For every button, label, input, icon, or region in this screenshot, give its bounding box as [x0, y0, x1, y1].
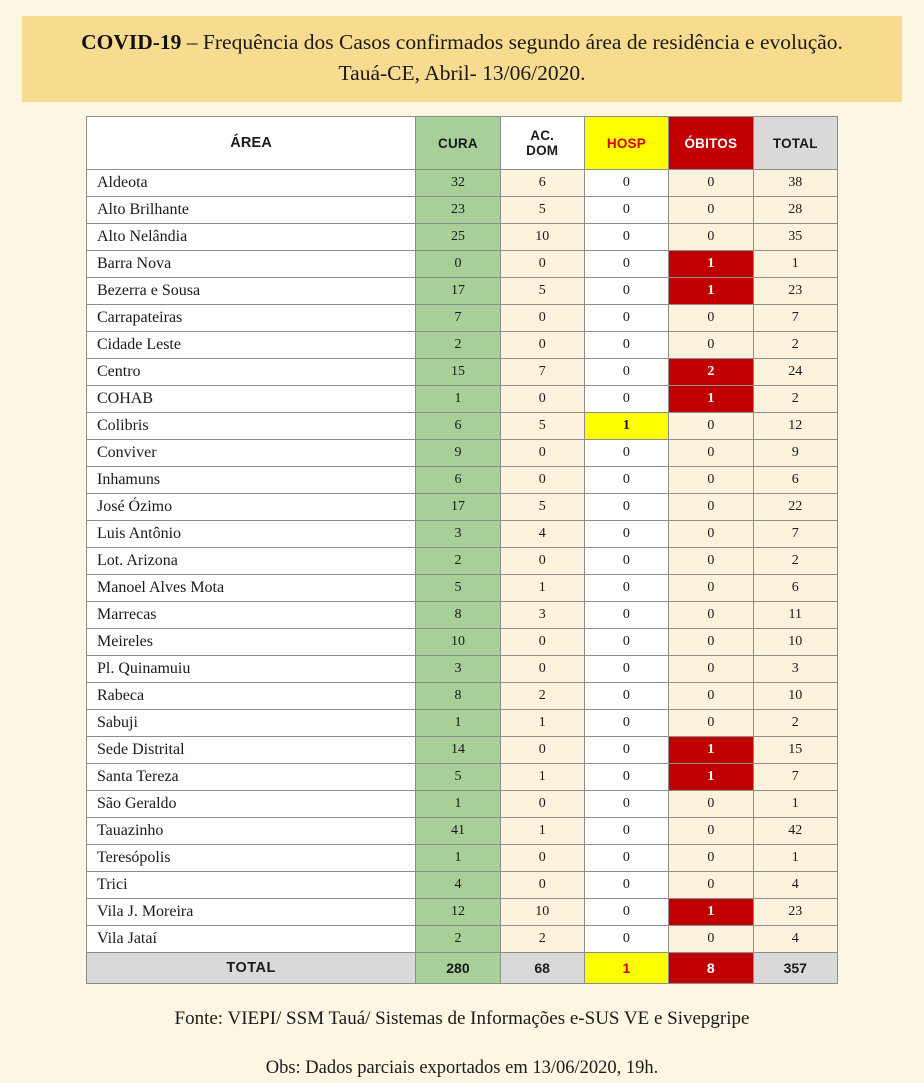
row-area: Carrapateiras: [87, 305, 416, 332]
table-row: [87, 602, 838, 629]
row-cura: 1: [416, 791, 500, 818]
row-acdom: 0: [500, 548, 584, 575]
row-area: Trici: [87, 872, 416, 899]
table-row: [87, 818, 838, 845]
row-total: 23: [753, 278, 837, 305]
table-footer: [87, 953, 838, 984]
row-area: Sede Distrital: [87, 737, 416, 764]
row-area: Meireles: [87, 629, 416, 656]
row-hosp: 0: [584, 359, 668, 386]
row-cura: 2: [416, 926, 500, 953]
row-cura: 41: [416, 818, 500, 845]
row-area: Bezerra e Sousa: [87, 278, 416, 305]
row-acdom: 1: [500, 710, 584, 737]
row-hosp: 0: [584, 872, 668, 899]
row-acdom: 5: [500, 413, 584, 440]
covid-label: COVID-19: [81, 30, 182, 54]
column-header-acdom: [500, 117, 584, 170]
table-row: [87, 170, 838, 197]
obs-note: Obs: Dados parciais exportados em 13/06/2020, 19h.: [265, 1057, 659, 1078]
row-hosp: 0: [584, 251, 668, 278]
row-acdom: 5: [500, 494, 584, 521]
row-cura: 3: [416, 521, 500, 548]
row-cura: 9: [416, 440, 500, 467]
row-area: Inhamuns: [87, 467, 416, 494]
table-row: [87, 278, 838, 305]
row-total: 2: [753, 710, 837, 737]
total-cura: 280: [416, 953, 500, 984]
row-acdom: 0: [500, 305, 584, 332]
row-total: 1: [753, 251, 837, 278]
row-obitos: 0: [669, 818, 754, 845]
row-total: 4: [753, 926, 837, 953]
row-acdom: 7: [500, 359, 584, 386]
row-total: 4: [753, 872, 837, 899]
row-acdom: 0: [500, 629, 584, 656]
row-cura: 2: [416, 332, 500, 359]
row-cura: 7: [416, 305, 500, 332]
row-total: 1: [753, 845, 837, 872]
row-acdom: 1: [500, 575, 584, 602]
row-area: Sabuji: [87, 710, 416, 737]
row-acdom: 3: [500, 602, 584, 629]
row-obitos: 0: [669, 332, 754, 359]
footnotes: [22, 1008, 902, 1079]
row-obitos: 0: [669, 845, 754, 872]
row-obitos: 0: [669, 683, 754, 710]
table-row: [87, 899, 838, 926]
table-total-row: [87, 953, 838, 984]
row-hosp: 0: [584, 926, 668, 953]
table-row: [87, 413, 838, 440]
total-total: 357: [753, 953, 837, 984]
row-cura: 3: [416, 656, 500, 683]
row-obitos: 0: [669, 710, 754, 737]
table-header: [87, 117, 838, 170]
row-obitos: 0: [669, 440, 754, 467]
table-row: [87, 332, 838, 359]
title-line-1: [40, 28, 884, 57]
table-header-row: [87, 117, 838, 170]
row-obitos: 1: [669, 278, 754, 305]
row-area: Tauazinho: [87, 818, 416, 845]
row-acdom: 1: [500, 764, 584, 791]
column-header-hosp: HOSP: [584, 117, 668, 170]
row-area: Manoel Alves Mota: [87, 575, 416, 602]
row-area: José Ózimo: [87, 494, 416, 521]
row-total: 11: [753, 602, 837, 629]
table-row: [87, 521, 838, 548]
row-area: Santa Tereza: [87, 764, 416, 791]
row-total: 22: [753, 494, 837, 521]
row-total: 24: [753, 359, 837, 386]
column-header-acdom-line1: AC.: [530, 127, 555, 143]
row-total: 42: [753, 818, 837, 845]
row-acdom: 10: [500, 899, 584, 926]
row-acdom: 0: [500, 440, 584, 467]
row-area: COHAB: [87, 386, 416, 413]
row-obitos: 0: [669, 197, 754, 224]
row-hosp: 0: [584, 548, 668, 575]
row-cura: 17: [416, 494, 500, 521]
row-obitos: 1: [669, 737, 754, 764]
row-cura: 23: [416, 197, 500, 224]
row-obitos: 1: [669, 251, 754, 278]
row-cura: 15: [416, 359, 500, 386]
source-note: Fonte: VIEPI/ SSM Tauá/ Sistemas de Informações e-SUS VE e Sivepgripe: [174, 1008, 750, 1030]
row-hosp: 0: [584, 656, 668, 683]
title-band: [22, 16, 902, 102]
row-acdom: 0: [500, 845, 584, 872]
row-total: 2: [753, 548, 837, 575]
row-acdom: 0: [500, 251, 584, 278]
row-acdom: 2: [500, 683, 584, 710]
row-obitos: 1: [669, 899, 754, 926]
row-acdom: 0: [500, 386, 584, 413]
row-hosp: 0: [584, 791, 668, 818]
row-area: Cidade Leste: [87, 332, 416, 359]
row-cura: 6: [416, 413, 500, 440]
row-hosp: 0: [584, 305, 668, 332]
row-obitos: 0: [669, 656, 754, 683]
row-total: 23: [753, 899, 837, 926]
total-row-label: TOTAL: [87, 953, 416, 984]
row-cura: 25: [416, 224, 500, 251]
row-area: Alto Brilhante: [87, 197, 416, 224]
row-area: Vila J. Moreira: [87, 899, 416, 926]
row-acdom: 0: [500, 872, 584, 899]
row-hosp: 1: [584, 413, 668, 440]
row-cura: 1: [416, 386, 500, 413]
row-acdom: 4: [500, 521, 584, 548]
row-hosp: 0: [584, 737, 668, 764]
row-acdom: 5: [500, 278, 584, 305]
row-total: 2: [753, 332, 837, 359]
row-obitos: 0: [669, 575, 754, 602]
column-header-total: TOTAL: [753, 117, 837, 170]
table-row: [87, 494, 838, 521]
row-area: Colibris: [87, 413, 416, 440]
column-header-area: ÁREA: [87, 117, 416, 170]
table-row: [87, 629, 838, 656]
cases-table: [86, 116, 838, 984]
row-hosp: 0: [584, 899, 668, 926]
row-area: Lot. Arizona: [87, 548, 416, 575]
row-cura: 1: [416, 710, 500, 737]
row-obitos: 0: [669, 791, 754, 818]
row-acdom: 0: [500, 332, 584, 359]
row-hosp: 0: [584, 602, 668, 629]
row-obitos: 0: [669, 305, 754, 332]
table-row: [87, 737, 838, 764]
column-header-obitos: ÓBITOS: [669, 117, 754, 170]
row-obitos: 0: [669, 170, 754, 197]
table-row: [87, 791, 838, 818]
row-total: 10: [753, 629, 837, 656]
row-acdom: 1: [500, 818, 584, 845]
row-area: Aldeota: [87, 170, 416, 197]
row-obitos: 2: [669, 359, 754, 386]
row-obitos: 0: [669, 413, 754, 440]
row-total: 10: [753, 683, 837, 710]
row-hosp: 0: [584, 629, 668, 656]
row-cura: 8: [416, 602, 500, 629]
row-obitos: 0: [669, 602, 754, 629]
row-acdom: 5: [500, 197, 584, 224]
row-area: Conviver: [87, 440, 416, 467]
row-cura: 32: [416, 170, 500, 197]
row-total: 12: [753, 413, 837, 440]
table-row: [87, 656, 838, 683]
row-obitos: 0: [669, 872, 754, 899]
row-cura: 12: [416, 899, 500, 926]
row-total: 28: [753, 197, 837, 224]
total-hosp: 1: [584, 953, 668, 984]
row-cura: 1: [416, 845, 500, 872]
table-row: [87, 845, 838, 872]
table-row: [87, 467, 838, 494]
row-area: Centro: [87, 359, 416, 386]
row-cura: 4: [416, 872, 500, 899]
row-total: 6: [753, 575, 837, 602]
row-acdom: 2: [500, 926, 584, 953]
row-total: 35: [753, 224, 837, 251]
row-hosp: 0: [584, 575, 668, 602]
table-row: [87, 548, 838, 575]
row-hosp: 0: [584, 386, 668, 413]
column-header-acdom-line2: DOM: [526, 143, 559, 159]
row-area: Luis Antônio: [87, 521, 416, 548]
row-obitos: 1: [669, 764, 754, 791]
table-row: [87, 575, 838, 602]
row-total: 38: [753, 170, 837, 197]
table-row: [87, 251, 838, 278]
row-total: 7: [753, 305, 837, 332]
row-obitos: 0: [669, 521, 754, 548]
row-area: Teresópolis: [87, 845, 416, 872]
row-area: Marrecas: [87, 602, 416, 629]
row-area: Alto Nelândia: [87, 224, 416, 251]
total-acdom: 68: [500, 953, 584, 984]
row-cura: 0: [416, 251, 500, 278]
row-acdom: 0: [500, 791, 584, 818]
row-hosp: 0: [584, 818, 668, 845]
row-obitos: 0: [669, 467, 754, 494]
row-hosp: 0: [584, 683, 668, 710]
row-total: 3: [753, 656, 837, 683]
table-row: [87, 359, 838, 386]
row-hosp: 0: [584, 710, 668, 737]
row-area: Rabeca: [87, 683, 416, 710]
row-cura: 8: [416, 683, 500, 710]
row-cura: 2: [416, 548, 500, 575]
table-row: [87, 197, 838, 224]
row-obitos: 0: [669, 926, 754, 953]
row-total: 7: [753, 764, 837, 791]
row-acdom: 0: [500, 656, 584, 683]
column-header-cura: CURA: [416, 117, 500, 170]
row-acdom: 10: [500, 224, 584, 251]
row-hosp: 0: [584, 494, 668, 521]
row-cura: 6: [416, 467, 500, 494]
row-acdom: 6: [500, 170, 584, 197]
row-hosp: 0: [584, 845, 668, 872]
title-text: – Frequência dos Casos confirmados segundo área de residência e evolução.: [181, 30, 843, 54]
row-total: 2: [753, 386, 837, 413]
row-total: 1: [753, 791, 837, 818]
table-row: [87, 440, 838, 467]
table-row: [87, 683, 838, 710]
table-row: [87, 764, 838, 791]
row-cura: 14: [416, 737, 500, 764]
table-row: [87, 872, 838, 899]
row-hosp: 0: [584, 170, 668, 197]
row-area: São Geraldo: [87, 791, 416, 818]
row-obitos: 0: [669, 548, 754, 575]
row-hosp: 0: [584, 521, 668, 548]
total-obitos: 8: [669, 953, 754, 984]
table-row: [87, 710, 838, 737]
row-hosp: 0: [584, 764, 668, 791]
row-area: Vila Jataí: [87, 926, 416, 953]
table-container: [86, 116, 838, 984]
row-hosp: 0: [584, 440, 668, 467]
table-body: [87, 170, 838, 953]
row-hosp: 0: [584, 467, 668, 494]
row-hosp: 0: [584, 197, 668, 224]
table-row: [87, 224, 838, 251]
table-row: [87, 305, 838, 332]
row-cura: 5: [416, 575, 500, 602]
row-hosp: 0: [584, 278, 668, 305]
row-cura: 5: [416, 764, 500, 791]
table-row: [87, 386, 838, 413]
row-acdom: 0: [500, 467, 584, 494]
row-acdom: 0: [500, 737, 584, 764]
row-total: 6: [753, 467, 837, 494]
row-hosp: 0: [584, 332, 668, 359]
row-total: 15: [753, 737, 837, 764]
row-area: Barra Nova: [87, 251, 416, 278]
row-cura: 17: [416, 278, 500, 305]
row-obitos: 1: [669, 386, 754, 413]
row-obitos: 0: [669, 494, 754, 521]
row-obitos: 0: [669, 224, 754, 251]
title-line-2: Tauá-CE, Abril- 13/06/2020.: [338, 61, 586, 86]
row-hosp: 0: [584, 224, 668, 251]
row-area: Pl. Quinamuiu: [87, 656, 416, 683]
row-cura: 10: [416, 629, 500, 656]
row-obitos: 0: [669, 629, 754, 656]
row-total: 9: [753, 440, 837, 467]
table-row: [87, 926, 838, 953]
row-total: 7: [753, 521, 837, 548]
